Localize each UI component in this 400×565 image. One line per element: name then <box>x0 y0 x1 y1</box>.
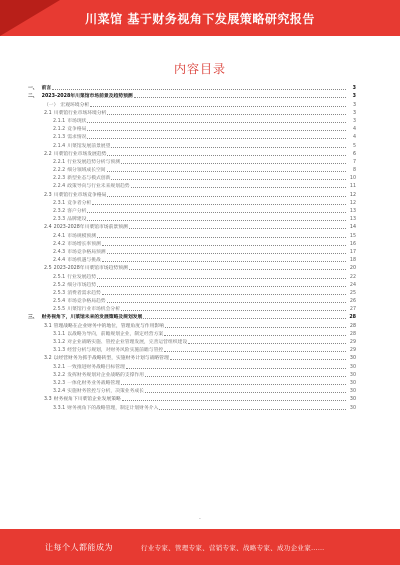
toc-entry-title: 川菜馆行业市场机会分析 <box>67 307 120 313</box>
toc-entry-title: 管理战略在企业财务中的地位，管理角度与作用影响 <box>53 323 164 329</box>
toc-entry-title: 市场竞争格局趋势 <box>67 299 106 305</box>
toc-entry-number: 2.4.4 <box>53 258 66 264</box>
toc-entry-number: 3.2.4 <box>53 389 66 395</box>
toc-entry-title: 竞争者分析 <box>67 200 92 206</box>
toc-leader-dots <box>97 237 346 238</box>
toc-leader-dots <box>121 163 346 164</box>
toc-entry-number: 2.2.2 <box>53 168 66 174</box>
toc-entry[interactable] <box>28 181 356 189</box>
toc-entry-number: 2.5 <box>44 266 52 272</box>
toc-entry-title: 新型业态与模式创新 <box>67 176 111 182</box>
toc-leader-dots <box>121 310 346 311</box>
toc-entry-title: 2023-2028年川菜馆市场趋势预测 <box>53 266 128 272</box>
toc-entry[interactable] <box>28 83 356 91</box>
toc-entry-number: 2.5.4 <box>53 299 66 305</box>
toc-entry-title: 对企业战略实施、管控企业管理发展，完善运营组织建设 <box>67 340 188 345</box>
toc-entry-title: 发挥财务规划对企业战略的支撑作用 <box>67 372 144 378</box>
toc-leader-dots <box>52 89 346 90</box>
toc-entry-title: 消费者需求趋势 <box>67 290 101 296</box>
toc-entry-page: 7 <box>352 159 356 165</box>
toc-leader-dots <box>111 179 346 180</box>
toc-entry-title: 实施财务管控与分析，决策业务成长 <box>67 389 144 395</box>
toc-entry-number: 2.5.2 <box>53 282 66 288</box>
toc-entry[interactable] <box>28 239 356 247</box>
toc-entry-number: 二、 <box>28 94 38 100</box>
toc-entry-title: 川菜馆行业市场竞争格局 <box>53 192 107 198</box>
toc-leader-dots <box>107 171 346 172</box>
toc-entry-page: 17 <box>349 249 356 255</box>
toc-leader-dots <box>107 155 346 156</box>
toc-entry-title: 前言 <box>41 86 52 92</box>
toc-entry-number: 2.4.2 <box>53 241 66 247</box>
toc-entry-page: 28 <box>349 323 356 329</box>
toc-entry-page: 29 <box>349 348 356 354</box>
toc-entry-page: 6 <box>352 151 356 157</box>
toc-entry-page: 30 <box>349 356 356 362</box>
toc-entry-number: 一、 <box>28 86 38 92</box>
toc-entry-page: 16 <box>349 241 356 247</box>
toc-entry-page: 3 <box>352 102 356 108</box>
toc-entry-number: 2.5.5 <box>53 307 66 313</box>
toc-entry[interactable] <box>28 353 356 361</box>
toc-entry-number: 3.1.1 <box>53 331 66 337</box>
toc-entry-page: 20 <box>349 266 356 272</box>
toc-entry[interactable] <box>28 312 356 320</box>
page-footer <box>0 529 400 565</box>
toc-entry[interactable] <box>28 386 356 394</box>
toc-entry-title: 以战略为导向，前瞻规划企业，制定经营方案 <box>67 331 164 337</box>
toc-entry-page: 15 <box>349 233 356 239</box>
toc-leader-dots <box>131 187 346 188</box>
toc-leader-dots <box>87 220 346 221</box>
toc-entry-number: 2.2.1 <box>53 159 66 165</box>
toc-entry-page: 30 <box>349 380 356 386</box>
toc-entry-title: 川菜馆发展前景展望 <box>67 143 111 149</box>
toc-entry-number: 2.5.3 <box>53 290 66 296</box>
toc-entry-number: 2.3.3 <box>53 217 66 223</box>
toc-entry-number: 2.5.1 <box>53 274 66 280</box>
toc-leader-dots <box>134 97 346 98</box>
toc-entry[interactable] <box>28 99 356 107</box>
toc-leader-dots <box>164 335 346 336</box>
toc-leader-dots <box>165 327 346 328</box>
toc-entry-page: 5 <box>352 143 356 149</box>
toc-entry-page: 25 <box>349 290 356 296</box>
toc-leader-dots <box>90 106 346 107</box>
toc-leader-dots <box>145 376 346 377</box>
toc-entry-title: 市场现状 <box>67 118 87 124</box>
toc-entry-title: 政策导向与行业未来规划趋势 <box>67 184 130 190</box>
toc-leader-dots <box>129 228 346 229</box>
toc-entry-number: 3.2.3 <box>53 380 66 386</box>
toc-entry[interactable] <box>28 288 356 296</box>
toc-entry-number: 3.1.2 <box>53 340 66 345</box>
toc-entry-title: 川菜馆行业市场环境分析 <box>53 110 107 116</box>
toc-entry[interactable] <box>28 165 356 173</box>
toc-leader-dots <box>122 400 346 401</box>
toc-entry-title: 以经营财务为抓手战略转型，实施财务计划与战略管理 <box>53 356 169 362</box>
toc-entry[interactable] <box>28 222 356 230</box>
toc-leader-dots <box>87 122 346 123</box>
toc-entry[interactable] <box>28 337 356 345</box>
toc-leader-dots <box>170 359 346 360</box>
toc-entry[interactable] <box>28 132 356 140</box>
toc-leader-dots <box>102 261 346 262</box>
toc-leader-dots <box>107 253 346 254</box>
toc-entry-page: 3 <box>352 110 356 116</box>
toc-entry-page: 28 <box>349 331 356 337</box>
toc-entry-number: 2.1.1 <box>53 118 66 124</box>
toc-entry-page: 11 <box>349 184 356 190</box>
toc-entry-page: 27 <box>349 307 356 313</box>
toc-entry-number: 2.4.3 <box>53 249 66 255</box>
toc-entry-page: 4 <box>352 127 356 133</box>
toc-leader-dots <box>188 343 346 344</box>
toc-leader-dots <box>107 196 346 197</box>
toc-entry-number: 3.3 <box>44 397 52 403</box>
toc-entry-number: 2.2.3 <box>53 176 66 182</box>
toc-entry-number: 2.3 <box>44 192 52 198</box>
toc-leader-dots <box>97 286 346 287</box>
toc-entry-title: 市场增长率预测 <box>67 241 101 247</box>
toc-entry[interactable] <box>28 271 356 279</box>
toc-entry-number: 3.2.1 <box>53 364 66 370</box>
toc-entry-number: 3.1 <box>44 323 52 329</box>
toc-leader-dots <box>102 294 346 295</box>
toc-entry-page: 22 <box>349 274 356 280</box>
toc-entry[interactable] <box>28 329 356 337</box>
toc-entry[interactable] <box>28 304 356 312</box>
toc-leader-dots <box>121 384 346 385</box>
toc-entry[interactable] <box>28 157 356 165</box>
footer-slogan: 让每个人都能成为 <box>45 542 113 552</box>
toc-entry[interactable] <box>28 280 356 288</box>
toc-entry-number: 2.4 <box>44 225 52 231</box>
toc-entry-page: 13 <box>349 217 356 223</box>
toc-entry[interactable] <box>28 247 356 255</box>
toc-entry[interactable] <box>28 173 356 181</box>
toc-entry-page: 30 <box>349 364 356 370</box>
toc-entry[interactable] <box>28 370 356 378</box>
toc-leader-dots <box>107 302 346 303</box>
toc-leader-dots <box>92 204 346 205</box>
toc-entry-number: （一） <box>44 102 59 108</box>
toc-entry-page: 3 <box>352 94 356 100</box>
page-indicator: · <box>199 516 201 523</box>
toc-leader-dots <box>111 147 346 148</box>
toc-entry[interactable] <box>28 116 356 124</box>
toc-entry-page: 18 <box>349 258 356 264</box>
toc-entry-title: 2023-2028年川菜馆市场前景预测 <box>53 225 128 231</box>
toc-entry-title: 客户分析 <box>67 209 87 214</box>
toc-entry-page: 10 <box>349 176 356 182</box>
toc-entry[interactable] <box>28 378 356 386</box>
toc-entry-title: 需求情况 <box>67 135 87 141</box>
toc-entry[interactable] <box>28 402 356 410</box>
toc-leader-dots <box>129 269 346 270</box>
toc-entry-page: 24 <box>349 282 356 288</box>
toc-entry-number: 2.1.4 <box>53 143 66 149</box>
toc-entry-page: 3 <box>352 118 356 124</box>
toc-entry[interactable] <box>28 255 356 263</box>
page-header <box>0 0 400 36</box>
toc-entry[interactable] <box>28 140 356 148</box>
toc-entry-title: 市场规模预测 <box>67 233 97 239</box>
toc-entry-page: 30 <box>349 397 356 403</box>
toc-entry-title: 财务视角下川菜馆企业发展策略 <box>53 397 121 403</box>
toc-entry-title: 宏观环境分析 <box>60 102 90 108</box>
toc-entry-page: 28 <box>349 315 356 321</box>
toc-entry[interactable] <box>28 394 356 402</box>
toc-entry-page: 30 <box>349 405 356 411</box>
toc-leader-dots <box>97 278 346 279</box>
toc-entry-number: 2.1.2 <box>53 127 66 133</box>
toc-entry[interactable] <box>28 91 356 99</box>
toc-entry[interactable] <box>28 296 356 304</box>
toc-entry-page: 3 <box>352 86 356 92</box>
toc-entry-title: 品牌建设 <box>67 217 87 223</box>
toc-entry-number: 2.3.2 <box>53 209 66 214</box>
toc-entry[interactable] <box>28 320 356 328</box>
toc-entry-title: 一致推进财务战略目标管理 <box>67 364 125 370</box>
toc-entry-title: 经营分析与规划，对财务风险实施前瞻与管控 <box>67 348 164 354</box>
toc-entry-title: 川菜馆行业市场发展趋势 <box>53 151 107 157</box>
toc-entry-number: 2.2 <box>44 151 52 157</box>
toc-entry-number: 2.1.3 <box>53 135 66 141</box>
toc-heading: 内容目录 <box>173 62 226 76</box>
toc-entry-number: 2.3.1 <box>53 200 66 206</box>
toc-entry-page: 12 <box>349 200 356 206</box>
toc-entry-title: 财务视角下的战略管理，制定计划财务介入 <box>67 405 159 411</box>
toc-leader-dots <box>87 212 346 213</box>
toc-entry-page: 13 <box>349 209 356 214</box>
toc-entry[interactable] <box>28 149 356 157</box>
toc-entry-title: 市场机遇与挑战 <box>67 258 101 264</box>
toc-entry-page: 30 <box>349 389 356 395</box>
toc-entry-number: 2.2.4 <box>53 184 66 190</box>
toc-entry[interactable] <box>28 124 356 132</box>
toc-entry-number: 2.4.1 <box>53 233 66 239</box>
toc-leader-dots <box>87 130 346 131</box>
toc-leader-dots <box>102 245 346 246</box>
toc-entry-page: 8 <box>352 168 356 174</box>
toc-entry[interactable] <box>28 206 356 214</box>
toc-entry[interactable] <box>28 230 356 238</box>
toc-entry[interactable] <box>28 108 356 116</box>
toc-entry-title: 市场竞争格局预测 <box>67 249 106 255</box>
toc-entry-page: 12 <box>349 192 356 198</box>
toc-entry-page: 30 <box>349 372 356 378</box>
toc-entry-page: 29 <box>349 340 356 345</box>
toc-entry[interactable] <box>28 345 356 353</box>
toc-entry-title: 行业发展趋势 <box>67 274 97 280</box>
toc-entry-title: 细分领域成长空间 <box>67 168 106 174</box>
toc-entry[interactable] <box>28 198 356 206</box>
toc-entry-number: 3.2 <box>44 356 52 362</box>
toc-entry-number: 3.2.2 <box>53 372 66 378</box>
toc-leader-dots <box>159 409 346 410</box>
toc-entry-title: 行业发展趋势分析与预测 <box>67 159 120 165</box>
toc-entry-page: 14 <box>349 225 356 231</box>
toc-entry-number: 3.1.3 <box>53 348 66 354</box>
toc-entry-title: 财务视角下，川菜馆未来的发展策略及规划发展 <box>41 315 143 321</box>
toc-entry-page: 4 <box>352 135 356 141</box>
toc-entry-title: 2023-2028年川菜馆市场前景及趋势预测 <box>41 94 133 100</box>
toc-entry[interactable] <box>28 189 356 197</box>
toc-leader-dots <box>107 114 346 115</box>
toc-entry[interactable] <box>28 214 356 222</box>
toc-entry-title: 一体化财务业务战略管理 <box>67 380 120 386</box>
toc-entry-number: 三、 <box>28 315 38 321</box>
toc-leader-dots <box>143 318 346 319</box>
toc-entry[interactable] <box>28 361 356 369</box>
footer-tagline: 行业专家、管理专家、营销专家、战略专家、成功企业家…… <box>141 543 325 552</box>
toc-leader-dots <box>145 392 346 393</box>
toc-leader-dots <box>87 138 346 139</box>
toc-entry[interactable] <box>28 263 356 271</box>
toc-entry-page: 26 <box>349 299 356 305</box>
toc-entry-title: 竞争格局 <box>67 127 87 133</box>
toc-leader-dots <box>164 351 346 352</box>
toc-entry-number: 3.3.1 <box>53 405 66 411</box>
toc-entry-title: 细分市场趋势 <box>67 282 97 288</box>
toc-leader-dots <box>126 368 346 369</box>
report-title: 川菜馆 基于财务视角下发展策略研究报告 <box>85 12 315 26</box>
table-of-contents <box>28 83 356 411</box>
toc-entry-number: 2.1 <box>44 110 52 116</box>
